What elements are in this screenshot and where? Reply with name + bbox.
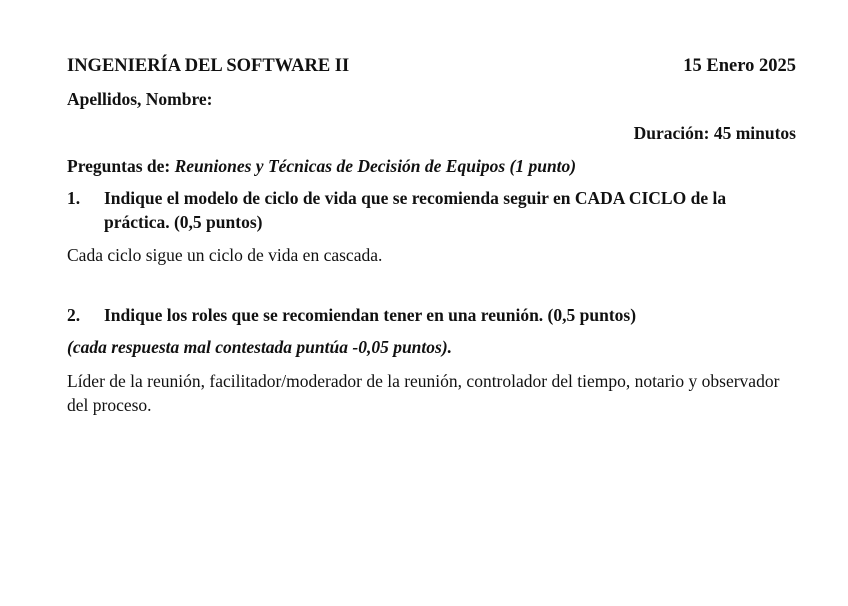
- question-number: 2.: [67, 305, 81, 325]
- exam-date: 15 Enero 2025: [683, 56, 796, 76]
- question-text: Indique los roles que se recomiendan tener en una reunión. (0,5 puntos): [104, 305, 637, 325]
- exam-header: [67, 54, 796, 78]
- topic-title: Reuniones y Técnicas de Decisión de Equipos (1 punto): [174, 156, 577, 176]
- topic-prefix: Preguntas de:: [67, 156, 171, 176]
- answer-1: Cada ciclo sigue un ciclo de vida en cascada.: [67, 245, 383, 265]
- question-2: [67, 303, 796, 327]
- answer-2: Líder de la reunión, facilitador/moderador de la reunión, controlador del tiempo, notario y observador del proceso.: [67, 371, 780, 415]
- name-label: Apellidos, Nombre:: [67, 89, 213, 109]
- duration-label: Duración: 45 minutos: [633, 123, 796, 143]
- question-1: [67, 186, 796, 234]
- question-2-note: (cada respuesta mal contestada puntúa -0,05 puntos).: [67, 337, 453, 357]
- question-text: Indique el modelo de ciclo de vida que se recomienda seguir en CADA CICLO de la práctica. (0,5 puntos): [104, 188, 727, 232]
- course-title: INGENIERÍA DEL SOFTWARE II: [67, 56, 350, 76]
- topic-heading: [67, 154, 796, 178]
- question-number: 1.: [67, 188, 81, 208]
